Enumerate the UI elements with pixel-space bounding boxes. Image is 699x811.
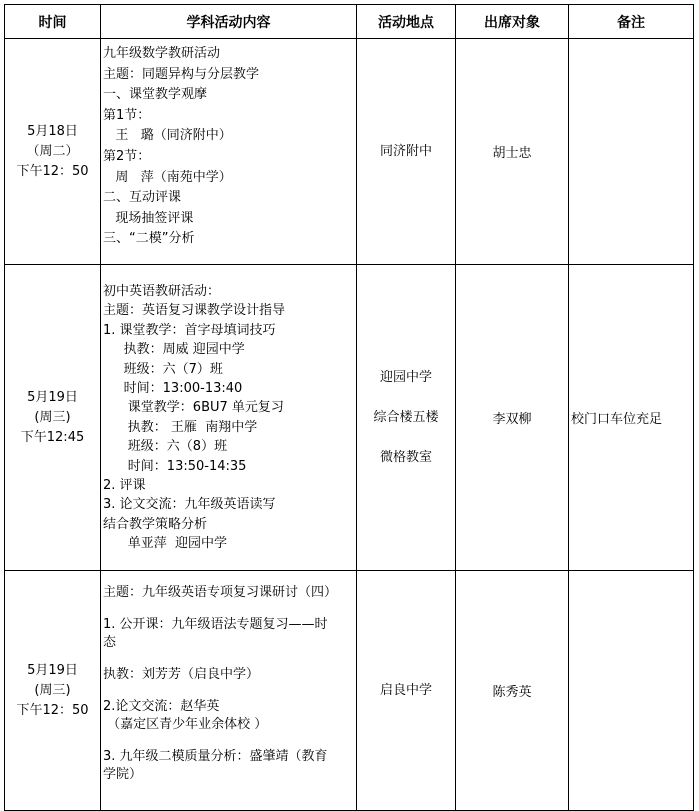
content-cell (101, 265, 357, 571)
header-row (5, 5, 694, 39)
header-attendees: 出席对象 (456, 5, 569, 39)
content-line: 初中英语教研活动： (103, 284, 221, 299)
date-text: 5月18日 (27, 123, 78, 139)
content-line: 学院） (103, 767, 143, 782)
content-line: 三、“二模”分析 (103, 231, 195, 247)
header-location: 活动地点 (357, 5, 456, 39)
content-line: 时间：13:50-14:35 (103, 458, 247, 474)
content-line: 现场抽签评课 (103, 210, 194, 226)
content-line: （嘉定区青少年业余体校 ） (103, 717, 268, 732)
content-cell (101, 571, 357, 811)
location-cell (357, 571, 456, 811)
content-line: 结合教学策略分析 (103, 516, 208, 532)
table-row (5, 571, 694, 811)
content-line: 态 (103, 635, 117, 650)
header-time: 时间 (5, 5, 101, 39)
content-line: 王 璐（同济附中） (103, 128, 232, 144)
location-text: 微格教室 (379, 449, 432, 465)
time-cell (5, 39, 101, 265)
content-line: 2. 评课 (103, 478, 146, 494)
content-line: 1. 课堂教学：首字母填词技巧 (103, 322, 276, 338)
header-content: 学科活动内容 (101, 5, 357, 39)
weekday-text: (周三) (34, 682, 71, 698)
attendees-cell: 陈秀英 (456, 571, 569, 811)
weekday-text: （周二） (26, 143, 79, 159)
content-line: 主题：同题异构与分层教学 (103, 66, 260, 82)
location-text: 同济附中 (379, 143, 432, 159)
schedule-table (4, 4, 694, 811)
remarks-cell: 校门口车位充足 (569, 265, 694, 571)
content-line: 课堂教学：6BU7 单元复习 (103, 400, 284, 416)
content-line: 第1节： (103, 107, 151, 123)
remarks-cell (569, 39, 694, 265)
content-line: 执教： 王雁 南翔中学 (103, 419, 258, 435)
content-line: 3. 九年级二模质量分析：盛肇靖（教育 (103, 749, 328, 764)
time-text: 下午12：50 (16, 163, 89, 179)
content-line: 一、课堂教学观摩 (103, 87, 208, 103)
content-line: 执教：刘芳芳（启良中学） (103, 667, 260, 682)
date-text: 5月19日 (27, 662, 78, 678)
time-cell (5, 571, 101, 811)
remarks-cell (569, 571, 694, 811)
attendees-cell: 胡士忠 (456, 39, 569, 265)
attendees-cell: 李双柳 (456, 265, 569, 571)
table-row (5, 265, 694, 571)
location-text: 启良中学 (379, 682, 432, 698)
content-cell (101, 39, 357, 265)
location-text: 综合楼五楼 (373, 409, 439, 425)
content-line: 主题：英语复习课教学设计指导 (103, 303, 286, 319)
location-cell (357, 39, 456, 265)
time-cell (5, 265, 101, 571)
table-row (5, 39, 694, 265)
content-line: 二、互动评课 (103, 190, 182, 206)
location-cell (357, 265, 456, 571)
content-line: 执教：周威 迎园中学 (103, 342, 245, 358)
content-line: 第2节： (103, 148, 151, 164)
content-line: 班级：六（8）班 (103, 439, 228, 455)
date-text: 5月19日 (27, 389, 78, 405)
content-line: 班级：六（7）班 (103, 361, 223, 377)
content-line: 1. 公开课：九年级语法专题复习——时 (103, 617, 328, 632)
content-line: 单亚萍 迎园中学 (103, 536, 228, 552)
content-line: 主题：九年级英语专项复习课研讨（四） (103, 585, 338, 600)
time-text: 下午12：50 (16, 702, 89, 718)
content-line: 3. 论文交流：九年级英语读写 (103, 497, 276, 513)
header-remarks: 备注 (569, 5, 694, 39)
time-text: 下午12:45 (20, 429, 85, 445)
content-line: 2.论文交流：赵华英 (103, 699, 220, 714)
content-line: 时间：13:00-13:40 (103, 381, 243, 397)
content-line: 九年级数学教研活动 (103, 46, 221, 61)
location-text: 迎园中学 (379, 369, 432, 385)
weekday-text: (周三) (34, 409, 71, 425)
content-line: 周 萍（南苑中学） (103, 169, 232, 185)
